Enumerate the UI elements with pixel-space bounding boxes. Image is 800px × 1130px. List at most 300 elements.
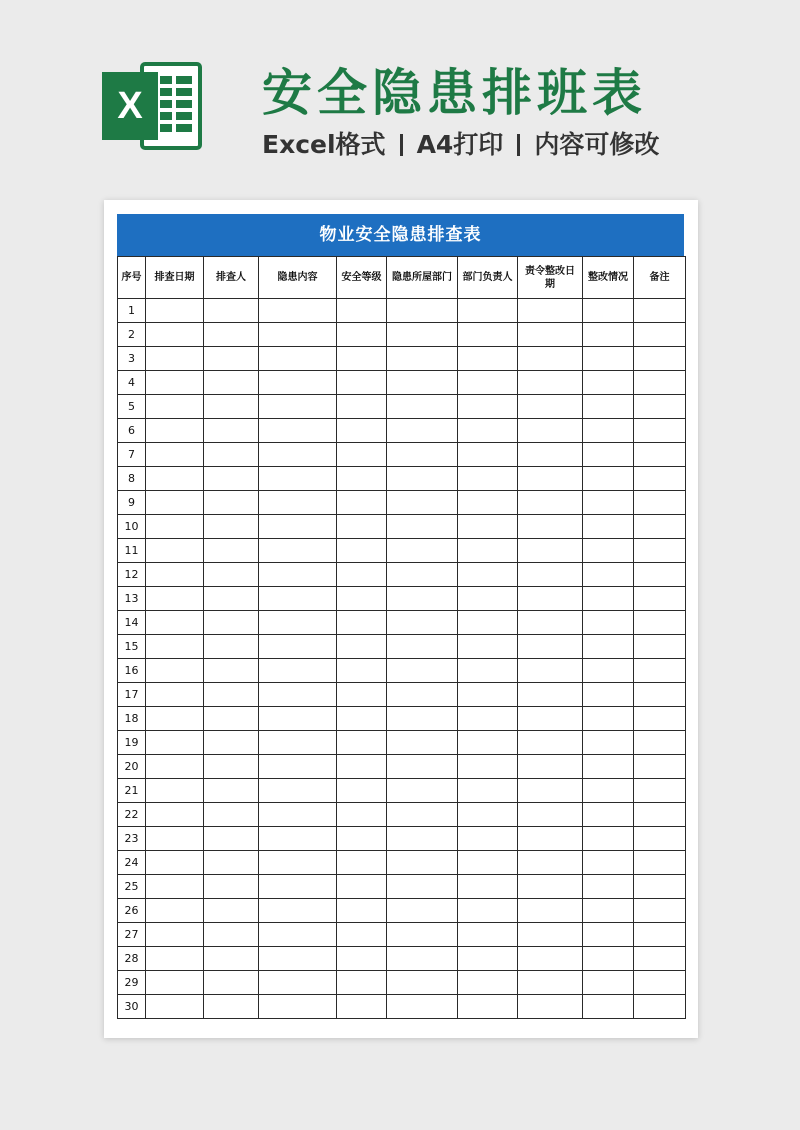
table-cell[interactable] [583,707,634,731]
table-cell[interactable] [204,851,259,875]
table-cell[interactable] [337,611,387,635]
table-cell[interactable] [204,683,259,707]
table-cell[interactable] [634,611,686,635]
table-cell[interactable] [634,395,686,419]
table-cell[interactable] [146,899,204,923]
table-cell[interactable] [146,395,204,419]
table-cell[interactable] [518,851,583,875]
table-cell[interactable] [458,899,518,923]
table-cell[interactable] [518,803,583,827]
table-cell[interactable] [458,731,518,755]
table-cell[interactable] [387,347,458,371]
table-cell[interactable] [583,899,634,923]
table-cell[interactable] [259,419,337,443]
table-cell[interactable] [259,755,337,779]
table-cell[interactable] [583,875,634,899]
table-cell[interactable] [583,347,634,371]
row-number: 6 [118,419,146,443]
table-cell[interactable] [458,971,518,995]
table-row [118,851,686,875]
table-cell[interactable] [146,707,204,731]
table-cell[interactable] [634,419,686,443]
table-cell[interactable] [583,395,634,419]
table-row [118,995,686,1019]
table-cell[interactable] [259,611,337,635]
table-cell[interactable] [337,683,387,707]
table-cell[interactable] [634,683,686,707]
table-cell[interactable] [337,923,387,947]
table-cell[interactable] [387,995,458,1019]
table-cell[interactable] [583,539,634,563]
table-cell[interactable] [634,443,686,467]
table-cell[interactable] [204,923,259,947]
table-cell[interactable] [204,395,259,419]
table-cell[interactable] [518,371,583,395]
table-cell[interactable] [387,443,458,467]
table-cell[interactable] [583,803,634,827]
table-cell[interactable] [259,683,337,707]
table-cell[interactable] [337,971,387,995]
table-cell[interactable] [583,371,634,395]
table-cell[interactable] [387,491,458,515]
table-cell[interactable] [583,419,634,443]
table-cell[interactable] [387,803,458,827]
table-cell[interactable] [146,995,204,1019]
table-cell[interactable] [259,491,337,515]
table-cell[interactable] [583,755,634,779]
table-cell[interactable] [146,731,204,755]
row-number: 22 [118,803,146,827]
table-cell[interactable] [204,803,259,827]
table-cell[interactable] [518,419,583,443]
table-cell[interactable] [204,947,259,971]
table-cell[interactable] [337,947,387,971]
table-cell[interactable] [518,515,583,539]
table-cell[interactable] [146,779,204,803]
table-cell[interactable] [634,371,686,395]
table-cell[interactable] [458,323,518,347]
table-cell[interactable] [146,371,204,395]
table-cell[interactable] [458,587,518,611]
table-cell[interactable] [387,851,458,875]
table-cell[interactable] [204,899,259,923]
table-cell[interactable] [387,683,458,707]
table-cell[interactable] [387,587,458,611]
row-number: 21 [118,779,146,803]
table-cell[interactable] [204,635,259,659]
table-cell[interactable] [583,467,634,491]
table-cell[interactable] [387,707,458,731]
table-cell[interactable] [458,515,518,539]
table-cell[interactable] [634,707,686,731]
table-cell[interactable] [204,707,259,731]
table-cell[interactable] [146,443,204,467]
table-cell[interactable] [518,635,583,659]
table-cell[interactable] [337,467,387,491]
table-cell[interactable] [204,779,259,803]
table-cell[interactable] [204,659,259,683]
table-cell[interactable] [146,947,204,971]
table-cell[interactable] [337,635,387,659]
table-row [118,491,686,515]
table-cell[interactable] [387,731,458,755]
table-cell[interactable] [458,395,518,419]
table-cell[interactable] [259,347,337,371]
table-cell[interactable] [259,947,337,971]
table-cell[interactable] [337,515,387,539]
table-row [118,635,686,659]
table-cell[interactable] [259,587,337,611]
table-cell[interactable] [387,827,458,851]
column-header: 隐患内容 [259,257,337,299]
table-cell[interactable] [259,803,337,827]
table-cell[interactable] [259,731,337,755]
row-number: 25 [118,875,146,899]
table-cell[interactable] [146,803,204,827]
table-cell[interactable] [337,755,387,779]
table-cell[interactable] [259,323,337,347]
table-cell[interactable] [634,923,686,947]
table-cell[interactable] [259,515,337,539]
table-cell[interactable] [518,467,583,491]
table-cell[interactable] [259,443,337,467]
table-cell[interactable] [634,755,686,779]
table-cell[interactable] [387,971,458,995]
row-number: 18 [118,707,146,731]
table-cell[interactable] [259,539,337,563]
table-cell[interactable] [337,587,387,611]
table-cell[interactable] [583,563,634,587]
table-cell[interactable] [337,371,387,395]
table-cell[interactable] [583,515,634,539]
table-cell[interactable] [146,827,204,851]
table-cell[interactable] [458,659,518,683]
table-cell[interactable] [146,299,204,323]
table-cell[interactable] [583,659,634,683]
table-cell[interactable] [458,419,518,443]
table-cell[interactable] [146,419,204,443]
table-cell[interactable] [518,923,583,947]
table-cell[interactable] [259,395,337,419]
table-cell[interactable] [259,467,337,491]
table-cell[interactable] [458,683,518,707]
table-cell[interactable] [634,995,686,1019]
table-cell[interactable] [387,635,458,659]
table-cell[interactable] [583,683,634,707]
table-cell[interactable] [518,755,583,779]
table-cell[interactable] [458,635,518,659]
row-number: 1 [118,299,146,323]
table-cell[interactable] [518,395,583,419]
table-cell[interactable] [458,491,518,515]
subtitle [262,130,659,160]
table-cell[interactable] [387,875,458,899]
table-cell[interactable] [387,371,458,395]
table-cell[interactable] [337,899,387,923]
table-cell[interactable] [146,347,204,371]
table-cell[interactable] [259,371,337,395]
table-cell[interactable] [204,611,259,635]
table-cell[interactable] [458,803,518,827]
table-cell[interactable] [634,731,686,755]
table-cell[interactable] [337,539,387,563]
table-row [118,323,686,347]
table-cell[interactable] [204,539,259,563]
table-cell[interactable] [387,755,458,779]
table-cell[interactable] [146,635,204,659]
table-cell[interactable] [458,827,518,851]
table-cell[interactable] [337,395,387,419]
table-cell[interactable] [458,371,518,395]
table-cell[interactable] [458,923,518,947]
table-cell[interactable] [337,827,387,851]
table-cell[interactable] [458,611,518,635]
table-cell[interactable] [259,827,337,851]
table-cell[interactable] [634,539,686,563]
table-cell[interactable] [518,707,583,731]
row-number: 16 [118,659,146,683]
inspection-table [117,256,686,1019]
table-cell[interactable] [337,347,387,371]
table-cell[interactable] [387,467,458,491]
table-cell[interactable] [518,683,583,707]
table-cell[interactable] [259,779,337,803]
table-cell[interactable] [634,515,686,539]
column-header: 部门负责人 [458,257,518,299]
table-cell[interactable] [146,587,204,611]
table-cell[interactable] [458,563,518,587]
table-cell[interactable] [146,515,204,539]
table-cell[interactable] [518,323,583,347]
table-cell[interactable] [387,539,458,563]
subtitle-print: A4打印 [416,130,504,159]
table-cell[interactable] [583,947,634,971]
table-cell[interactable] [458,299,518,323]
row-number: 12 [118,563,146,587]
table-cell[interactable] [337,707,387,731]
table-cell[interactable] [518,347,583,371]
table-cell[interactable] [204,515,259,539]
table-cell[interactable] [634,323,686,347]
table-row [118,539,686,563]
table-cell[interactable] [387,779,458,803]
table-cell[interactable] [387,419,458,443]
table-cell[interactable] [634,803,686,827]
table-cell[interactable] [583,299,634,323]
table-cell[interactable] [518,299,583,323]
table-cell[interactable] [204,371,259,395]
table-cell[interactable] [259,899,337,923]
table-cell[interactable] [146,683,204,707]
table-cell[interactable] [146,923,204,947]
table-cell[interactable] [337,659,387,683]
table-cell[interactable] [518,899,583,923]
table-cell[interactable] [458,875,518,899]
table-cell[interactable] [259,563,337,587]
table-cell[interactable] [146,467,204,491]
table-cell[interactable] [337,563,387,587]
table-cell[interactable] [387,323,458,347]
table-cell[interactable] [337,419,387,443]
table-cell[interactable] [259,875,337,899]
table-row [118,467,686,491]
table-cell[interactable] [204,587,259,611]
table-cell[interactable] [583,827,634,851]
table-cell[interactable] [518,563,583,587]
table-cell[interactable] [583,611,634,635]
table-cell[interactable] [634,779,686,803]
table-cell[interactable] [146,755,204,779]
table-cell[interactable] [583,971,634,995]
table-cell[interactable] [204,563,259,587]
table-cell[interactable] [583,491,634,515]
row-number: 30 [118,995,146,1019]
table-cell[interactable] [634,635,686,659]
table-cell[interactable] [583,323,634,347]
table-cell[interactable] [583,731,634,755]
table-cell[interactable] [518,731,583,755]
table-cell[interactable] [518,491,583,515]
table-cell[interactable] [204,323,259,347]
table-cell[interactable] [204,419,259,443]
table-cell[interactable] [634,491,686,515]
table-cell[interactable] [634,587,686,611]
table-cell[interactable] [634,875,686,899]
table-cell[interactable] [458,947,518,971]
table-cell[interactable] [387,299,458,323]
table-cell[interactable] [518,875,583,899]
table-cell[interactable] [337,779,387,803]
table-cell[interactable] [518,659,583,683]
table-cell[interactable] [259,851,337,875]
table-cell[interactable] [337,995,387,1019]
row-number: 20 [118,755,146,779]
table-cell[interactable] [634,971,686,995]
table-cell[interactable] [583,851,634,875]
table-cell[interactable] [634,467,686,491]
table-cell[interactable] [583,443,634,467]
table-cell[interactable] [518,539,583,563]
table-cell[interactable] [337,803,387,827]
table-cell[interactable] [259,659,337,683]
table-cell[interactable] [204,731,259,755]
table-cell[interactable] [204,995,259,1019]
table-cell[interactable] [518,611,583,635]
table-cell[interactable] [634,827,686,851]
table-cell[interactable] [518,827,583,851]
table-cell[interactable] [583,635,634,659]
table-cell[interactable] [458,467,518,491]
table-cell[interactable] [518,971,583,995]
table-cell[interactable] [583,779,634,803]
table-row [118,563,686,587]
table-cell[interactable] [387,659,458,683]
table-cell[interactable] [387,563,458,587]
table-cell[interactable] [204,491,259,515]
table-cell[interactable] [259,635,337,659]
table-cell[interactable] [583,995,634,1019]
table-cell[interactable] [337,875,387,899]
table-cell[interactable] [204,443,259,467]
table-cell[interactable] [146,875,204,899]
table-cell[interactable] [259,923,337,947]
table-cell[interactable] [337,443,387,467]
table-cell[interactable] [387,611,458,635]
table-cell[interactable] [204,347,259,371]
table-cell[interactable] [458,995,518,1019]
table-cell[interactable] [518,443,583,467]
table-cell[interactable] [204,827,259,851]
table-cell[interactable] [146,563,204,587]
table-cell[interactable] [518,947,583,971]
table-cell[interactable] [204,755,259,779]
table-cell[interactable] [458,539,518,563]
table-cell[interactable] [387,395,458,419]
table-cell[interactable] [204,299,259,323]
table-cell[interactable] [583,587,634,611]
table-cell[interactable] [259,299,337,323]
row-number: 4 [118,371,146,395]
document-page [104,200,698,1038]
table-cell[interactable] [259,707,337,731]
subtitle-editable: 内容可修改 [534,130,660,159]
table-cell[interactable] [204,467,259,491]
table-cell[interactable] [337,491,387,515]
row-number: 14 [118,611,146,635]
table-cell[interactable] [337,323,387,347]
table-cell[interactable] [634,347,686,371]
table-cell[interactable] [518,779,583,803]
table-cell[interactable] [387,515,458,539]
table-cell[interactable] [634,947,686,971]
table-cell[interactable] [146,971,204,995]
table-cell[interactable] [204,875,259,899]
table-cell[interactable] [458,755,518,779]
table-cell[interactable] [146,659,204,683]
table-cell[interactable] [146,323,204,347]
table-row [118,395,686,419]
table-cell[interactable] [259,971,337,995]
table-cell[interactable] [518,587,583,611]
table-cell[interactable] [146,491,204,515]
table-cell[interactable] [337,731,387,755]
table-cell[interactable] [337,299,387,323]
table-cell[interactable] [146,851,204,875]
table-cell[interactable] [634,851,686,875]
table-cell[interactable] [458,443,518,467]
table-cell[interactable] [634,563,686,587]
table-header-row [118,257,686,299]
table-cell[interactable] [259,995,337,1019]
table-cell[interactable] [146,539,204,563]
table-cell[interactable] [204,971,259,995]
table-cell[interactable] [583,923,634,947]
table-cell[interactable] [458,779,518,803]
table-cell[interactable] [337,851,387,875]
table-cell[interactable] [634,659,686,683]
table-cell[interactable] [458,851,518,875]
table-cell[interactable] [387,947,458,971]
table-cell[interactable] [634,299,686,323]
table-cell[interactable] [458,347,518,371]
table-cell[interactable] [634,899,686,923]
table-cell[interactable] [146,611,204,635]
table-cell[interactable] [518,995,583,1019]
table-cell[interactable] [458,707,518,731]
table-row [118,419,686,443]
table-cell[interactable] [387,899,458,923]
table-cell[interactable] [387,923,458,947]
